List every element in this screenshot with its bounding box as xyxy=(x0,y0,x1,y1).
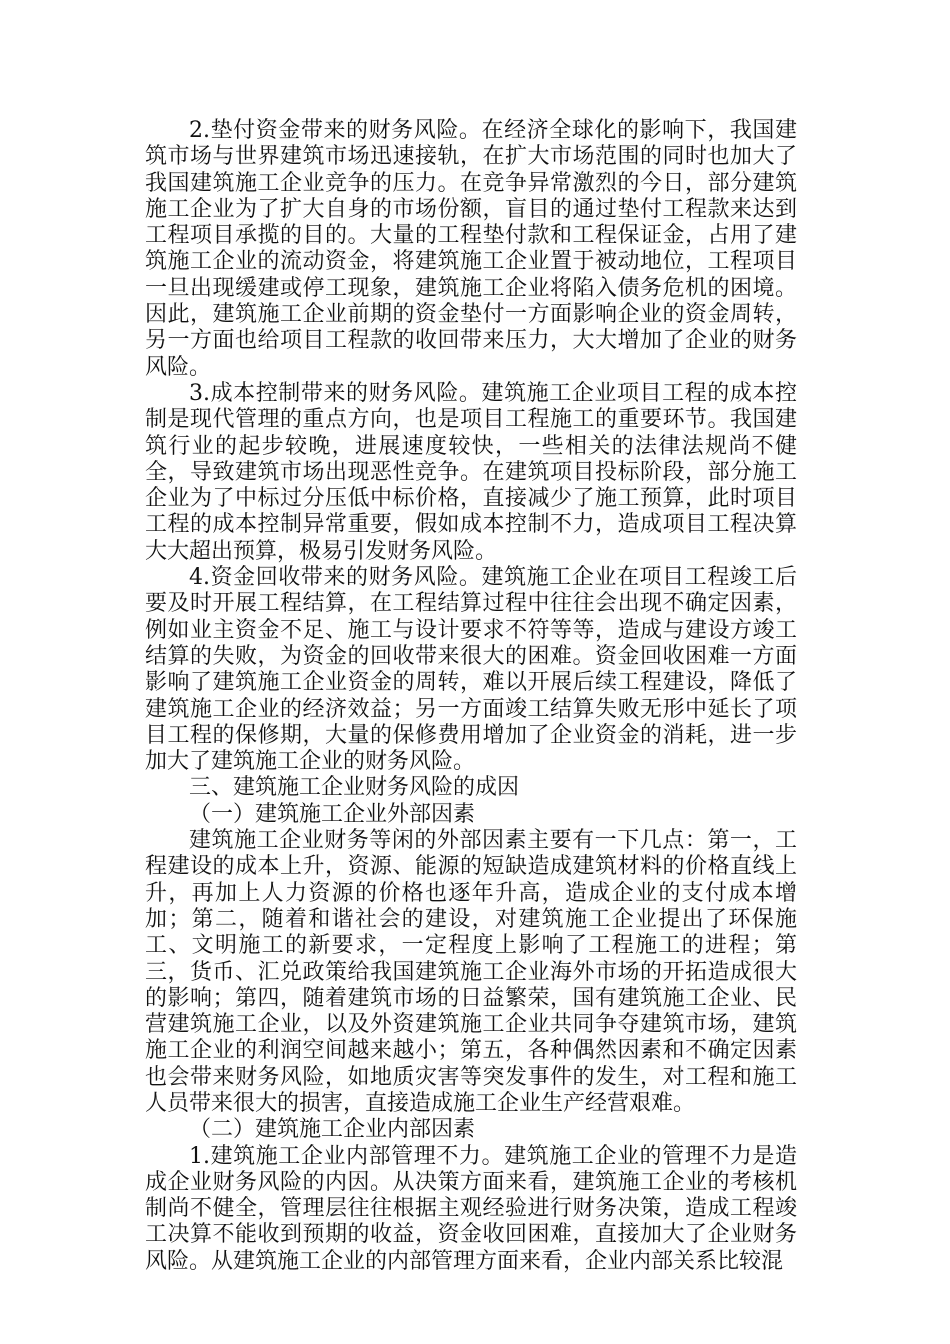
section-heading-causes: 三、建筑施工企业财务风险的成因 xyxy=(189,775,520,801)
paragraph-advance-payment-risk: 2.垫付资金带来的财务风险。在经济全球化的影响下，我国建筑市场与世界建筑市场迅速接轨，在扩大市场范围的同时也加大了我国建筑施工企业竞争的压力。在竞争异常激烈的今日，部分建筑施工企业为了扩大自身的市场份额，盲目的通过垫付工程款来达到工程项目承揽的目的。大量的工程垫付款和工程保证金，占用了建筑施工企业的流动资金，将建筑施工企业置于被动地位，工程项目一旦出现缓建或停工现象，建筑施工企业将陷入债务危机的困境。因此，建筑施工企业前期的资金垫付一方面影响企业的资金周转，另一方面也给项目工程款的收回带来压力，大大增加了企业的财务风险。 xyxy=(145,118,797,380)
document-page xyxy=(145,118,797,1275)
paragraph-internal-management: 1.建筑施工企业内部管理不力。建筑施工企业的管理不力是造成企业财务风险的内因。从决策方面来看，建筑施工企业的考核机制尚不健全，管理层往往根据主观经验进行财务决策，造成工程竣工决算不能收到预期的收益，资金收回困难，直接加大了企业财务风险。从建筑施工企业的内部管理方面来看，企业内部关系比较混 xyxy=(145,1143,797,1274)
subsection-heading-external: （一）建筑施工企业外部因素 xyxy=(189,801,476,827)
paragraph-cost-control-risk: 3.成本控制带来的财务风险。建筑施工企业项目工程的成本控制是现代管理的重点方向，也是项目工程施工的重要环节。我国建筑行业的起步较晚，进展速度较快，一些相关的法律法规尚不健全，导致建筑市场出现恶性竞争。在建筑项目投标阶段，部分施工企业为了中标过分压低中标价格，直接减少了施工预算，此时项目工程的成本控制异常重要，假如成本控制不力，造成项目工程决算大大超出预算，极易引发财务风险。 xyxy=(145,380,797,564)
paragraph-external-factors: 建筑施工企业财务等闲的外部因素主要有一下几点：第一，工程建设的成本上升，资源、能源的短缺造成建筑材料的价格直线上升，再加上人力资源的价格也逐年升高，造成企业的支付成本增加；第二，随着和谐社会的建设，对建筑施工企业提出了环保施工、文明施工的新要求，一定程度上影响了工程施工的进程；第三，货币、汇兑政策给我国建筑施工企业海外市场的开拓造成很大的影响；第四，随着建筑市场的日益繁荣，国有建筑施工企业、民营建筑施工企业，以及外资建筑施工企业共同争夺建筑市场，建筑施工企业的利润空间越来越小；第五，各种偶然因素和不确定因素也会带来财务风险，如地质灾害等突发事件的发生，对工程和施工人员带来很大的损害，直接造成施工企业生产经营艰难。 xyxy=(145,828,797,1116)
subsection-heading-internal: （二）建筑施工企业内部因素 xyxy=(189,1117,476,1143)
paragraph-fund-recovery-risk: 4.资金回收带来的财务风险。建筑施工企业在项目工程竣工后要及时开展工程结算，在工程结算过程中往往会出现不确定因素，例如业主资金不足、施工与设计要求不符等等，造成与建设方竣工结算的失败，为资金的回收带来很大的困难。资金回收困难一方面影响了建筑施工企业资金的周转，难以开展后续工程建设，降低了建筑施工企业的经济效益；另一方面竣工结算失败无形中延长了项目工程的保修期，大量的保修费用增加了企业资金的消耗，进一步加大了建筑施工企业的财务风险。 xyxy=(145,565,797,775)
